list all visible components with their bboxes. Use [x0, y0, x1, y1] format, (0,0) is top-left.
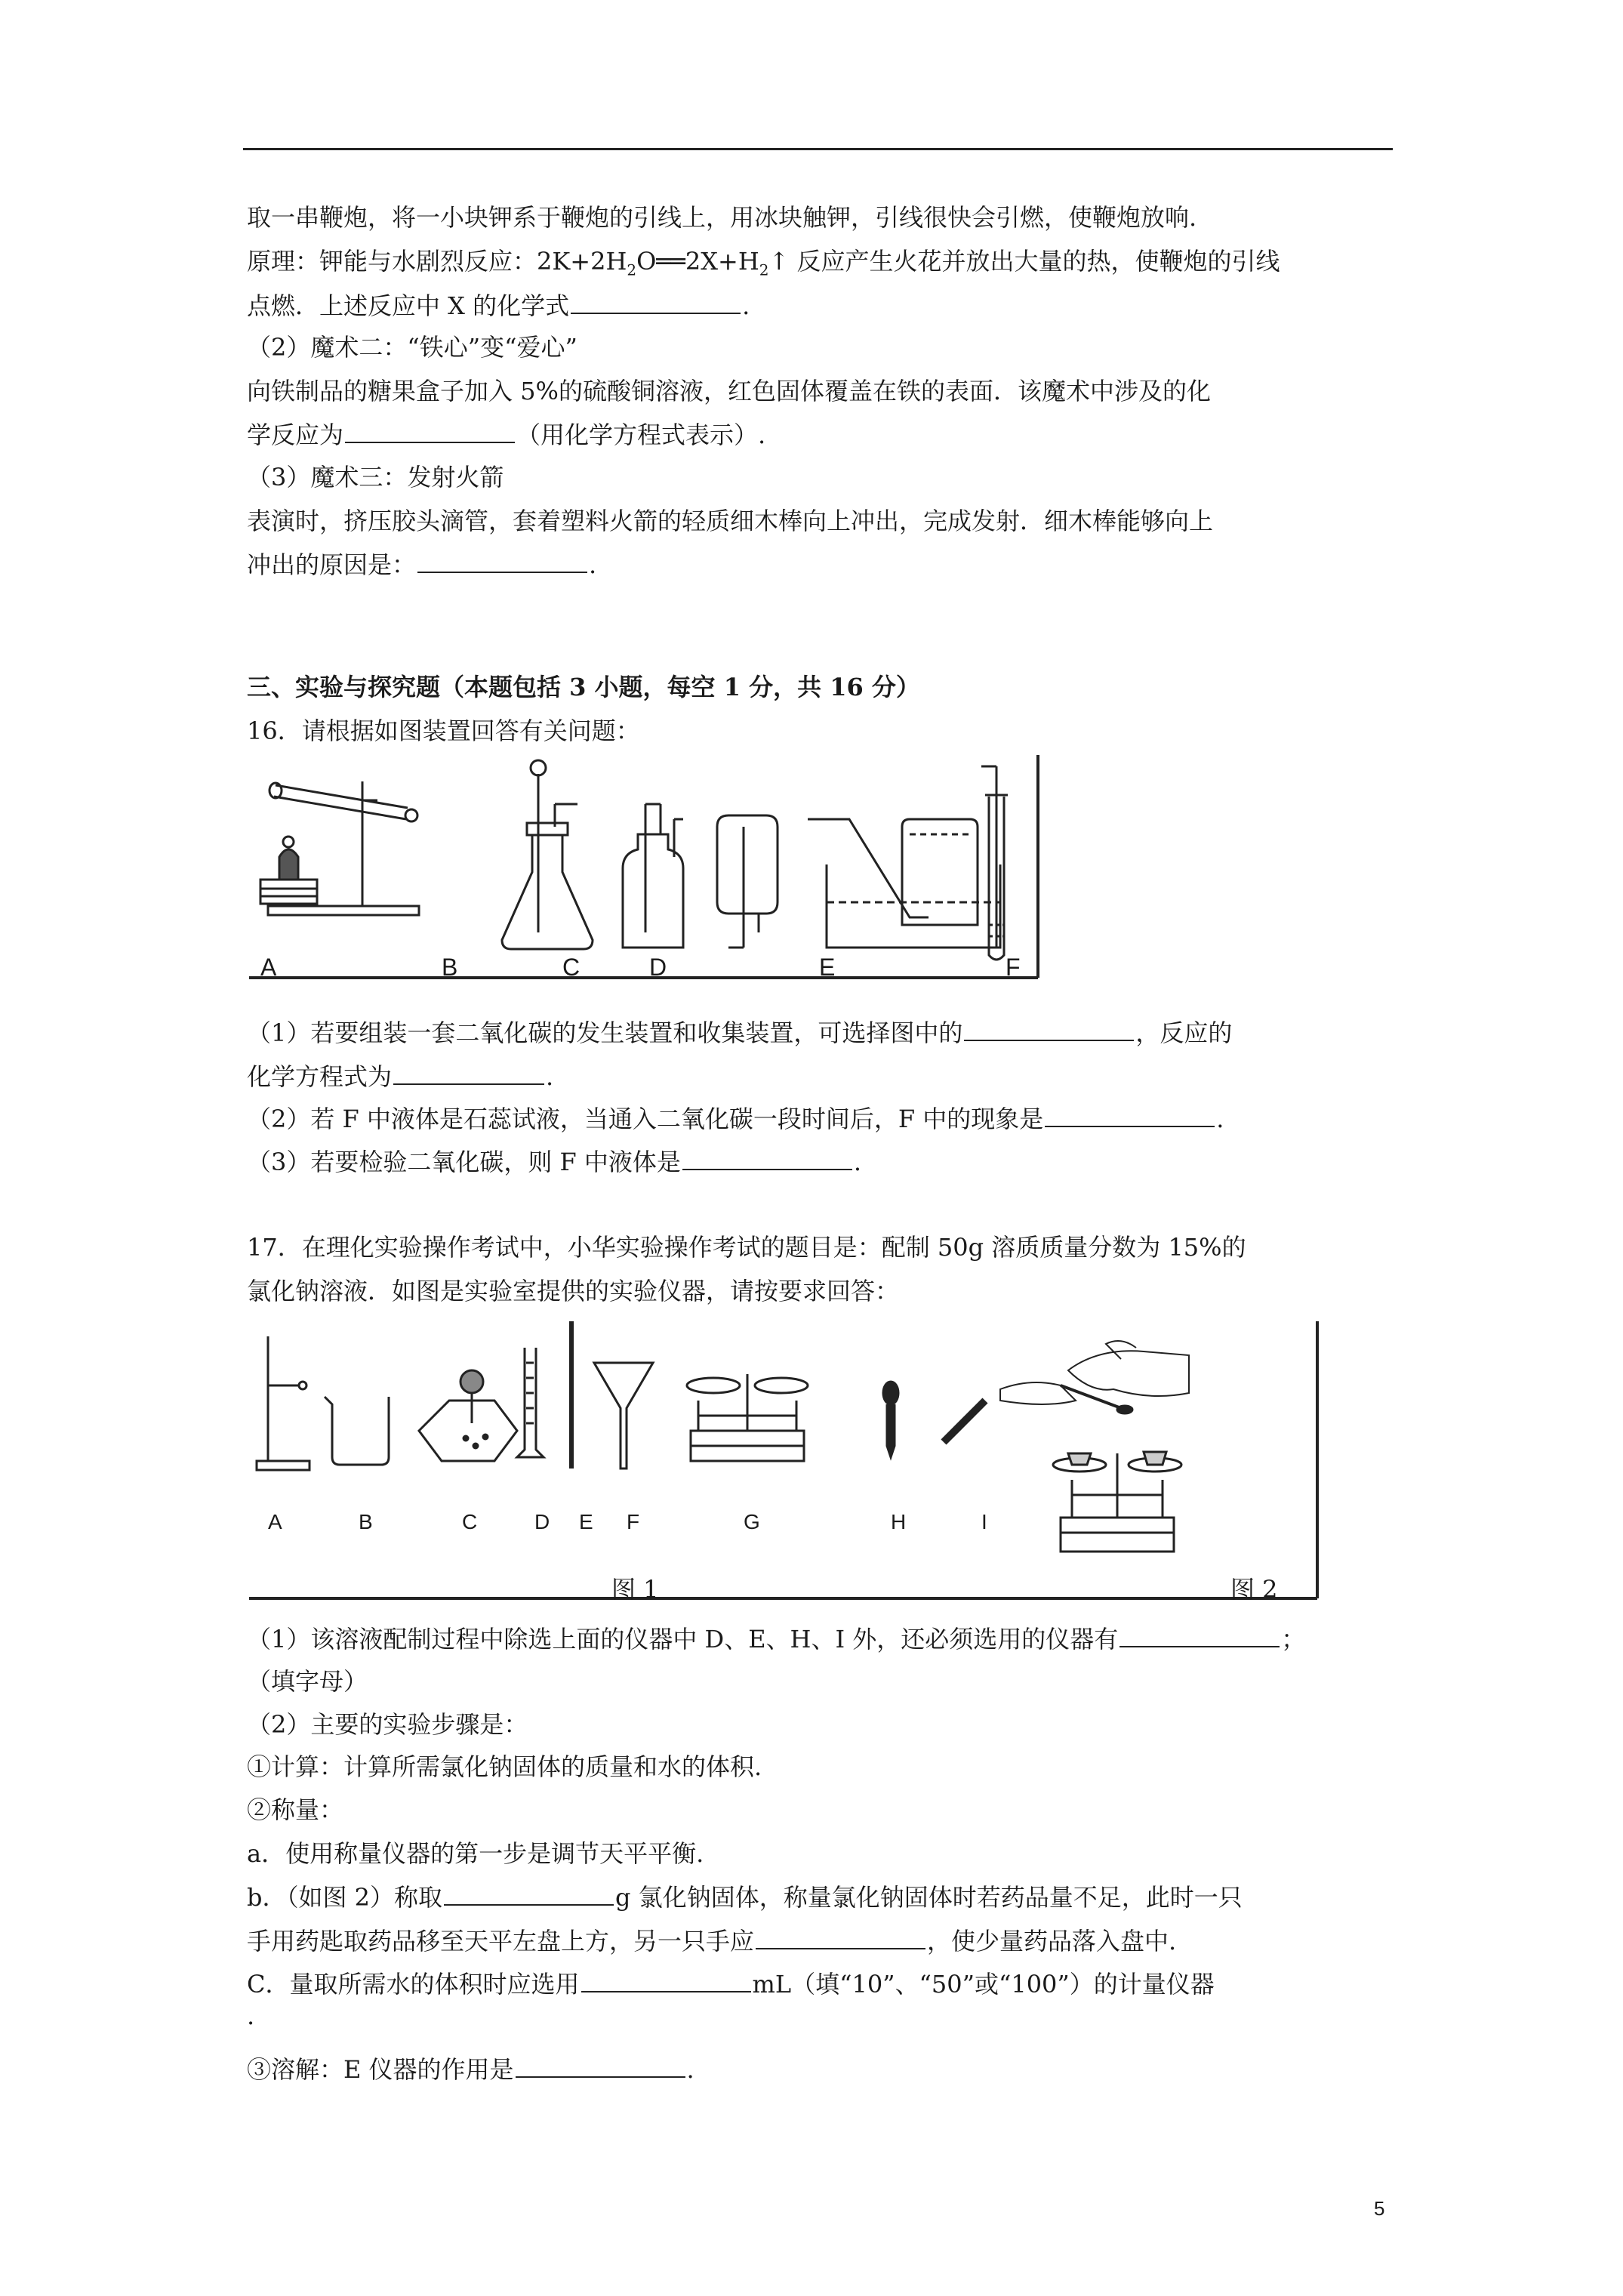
answer-blank[interactable] — [393, 1061, 544, 1085]
answer-blank[interactable] — [1119, 1623, 1280, 1647]
text-line — [247, 2054, 694, 2085]
text-line — [247, 1838, 704, 1869]
answer-blank[interactable] — [345, 419, 515, 443]
text: C．量取所需水的体积时应选用 — [247, 1970, 580, 1999]
text: （3）若要检验二氧化碳，则 F 中液体是 — [247, 1148, 681, 1176]
figure-label: A — [260, 954, 277, 981]
answer-blank[interactable] — [682, 1146, 852, 1170]
answer-blank[interactable] — [756, 1925, 925, 1949]
text-line — [247, 1103, 1224, 1134]
figure-label: I — [981, 1510, 987, 1533]
text: 三、实验与探究题（本题包括 3 小题，每空 1 分，共 16 分） — [247, 673, 920, 701]
text: ，使少量药品落入盘中. — [927, 1927, 1177, 1955]
text: . — [686, 2055, 694, 2084]
text: 化学方程式为 — [247, 1062, 393, 1091]
figure-label: H — [891, 1510, 907, 1533]
answer-blank[interactable] — [516, 2054, 685, 2078]
text: ①计算：计算所需氯化钠固体的质量和水的体积. — [247, 1752, 762, 1781]
text: ↑ 反应产生火花并放出大量的热，使鞭炮的引线 — [768, 247, 1280, 276]
text: （2）魔术二：“铁心”变“爱心” — [247, 333, 577, 362]
text: 17．在理化实验操作考试中，小华实验操作考试的题目是：配制 50g 溶质质量分数为 15%的 — [247, 1233, 1246, 1262]
text: a．使用称量仪器的第一步是调节天平平衡. — [247, 1839, 704, 1868]
text: 氯化钠溶液．如图是实验室提供的实验仪器，请按要求回答： — [247, 1277, 900, 1305]
text-line — [247, 332, 577, 362]
text: 取一串鞭炮，将一小块钾系于鞭炮的引线上，用冰块触钾，引线很快会引燃，使鞭炮放响. — [247, 203, 1197, 232]
text: 表演时，挤压胶头滴管，套着塑料火箭的轻质细木棒向上冲出，完成发射．细木棒能够向上 — [247, 507, 1214, 535]
text-line — [247, 2001, 254, 2031]
text-line — [247, 1709, 528, 1740]
text-line — [247, 1276, 899, 1306]
figure-label: C — [462, 1510, 478, 1533]
text: . — [546, 1062, 554, 1091]
answer-blank[interactable] — [444, 1881, 614, 1906]
text-line — [247, 1881, 1243, 1912]
answer-blank[interactable] — [1045, 1103, 1215, 1127]
text: （1）若要组装一套二氧化碳的发生装置和收集装置，可选择图中的 — [247, 1019, 963, 1047]
figure-label: A — [268, 1510, 282, 1533]
text: 点燃．上述反应中 X 的化学式 — [247, 291, 570, 320]
answer-blank[interactable] — [964, 1017, 1134, 1041]
text: . — [853, 1148, 862, 1176]
text: . — [247, 2002, 255, 2030]
text: 学反应为 — [247, 421, 344, 449]
figure-label: D — [649, 954, 667, 981]
answer-blank[interactable] — [571, 290, 741, 314]
subscript: 2 — [759, 260, 769, 279]
text: （1）该溶液配制过程中除选上面的仪器中 D、E、H、I 外，还必须选用的仪器有 — [247, 1625, 1119, 1653]
text: （2）若 F 中液体是石蕊试液，当通入二氧化碳一段时间后，F 中的现象是 — [247, 1105, 1044, 1133]
answer-blank[interactable] — [417, 549, 587, 573]
text: ，反应的 — [1135, 1019, 1233, 1047]
text: g 氯化钠固体，称量氯化钠固体时若药品量不足，此时一只 — [615, 1883, 1243, 1912]
text: （3）魔术三：发射火箭 — [247, 463, 504, 492]
text: 手用药匙取药品移至天平左盘上方，另一只手应 — [247, 1927, 755, 1955]
text: ； — [1281, 1625, 1306, 1653]
header-rule — [243, 148, 1393, 150]
text: mL（填“10”、“50”或“100”）的计量仪器 — [752, 1970, 1215, 1999]
text: ②称量： — [247, 1795, 344, 1824]
text-line — [247, 1666, 368, 1697]
text: （用化学方程式表示）. — [516, 421, 766, 449]
figure-17-instruments — [245, 1318, 1325, 1604]
text-line — [247, 376, 1211, 406]
text: 向铁制品的糖果盒子加入 5%的硫酸铜溶液，红色固体覆盖在铁的表面．该魔术中涉及的化 — [247, 377, 1211, 405]
text-line — [247, 549, 596, 580]
text-line — [247, 290, 750, 321]
text: b．（如图 2）称取 — [247, 1883, 443, 1912]
text-line — [247, 1146, 861, 1177]
page-number: 5 — [1374, 2197, 1385, 2220]
text-line — [247, 1795, 343, 1825]
text: ③溶解：E 仪器的作用是 — [247, 2055, 514, 2084]
answer-blank[interactable] — [581, 1968, 751, 1992]
subscript: 2 — [627, 260, 637, 279]
text: 16．请根据如图装置回答有关问题： — [247, 717, 640, 745]
figure-16-apparatus — [245, 751, 1046, 985]
text-line — [247, 1925, 1176, 1956]
text-line — [247, 1623, 1305, 1654]
figure-label: F — [1006, 954, 1021, 981]
figure-caption: 图 2 — [1230, 1575, 1278, 1604]
text: （填字母） — [247, 1667, 368, 1696]
question-17 — [247, 1232, 1246, 1262]
text: O══2X+H — [636, 247, 759, 276]
figure-label: E — [579, 1510, 593, 1533]
text-line — [247, 1017, 1232, 1048]
text-line — [247, 462, 504, 492]
figure-label: B — [442, 954, 458, 981]
figure-label: B — [359, 1510, 373, 1533]
text: 冲出的原因是： — [247, 550, 417, 579]
text: . — [589, 550, 597, 579]
figure-caption: 图 1 — [611, 1575, 659, 1604]
text-line — [247, 1752, 762, 1782]
section-title — [247, 672, 920, 702]
figure-label: E — [819, 954, 836, 981]
text-line — [247, 1968, 1215, 1999]
text: . — [742, 291, 750, 320]
text: （2）主要的实验步骤是： — [247, 1710, 528, 1739]
text: 原理：钾能与水剧烈反应：2K+2H — [247, 247, 627, 276]
figure-label: F — [627, 1510, 640, 1533]
text-line — [247, 202, 1196, 233]
question-16 — [247, 716, 640, 746]
figure-label: D — [534, 1510, 550, 1533]
text-line — [247, 506, 1213, 536]
figure-label: G — [744, 1510, 760, 1533]
text-line — [247, 246, 1280, 285]
figure-label: C — [562, 954, 581, 981]
text-line — [247, 1061, 553, 1092]
text-line — [247, 419, 765, 450]
text: . — [1216, 1105, 1224, 1133]
